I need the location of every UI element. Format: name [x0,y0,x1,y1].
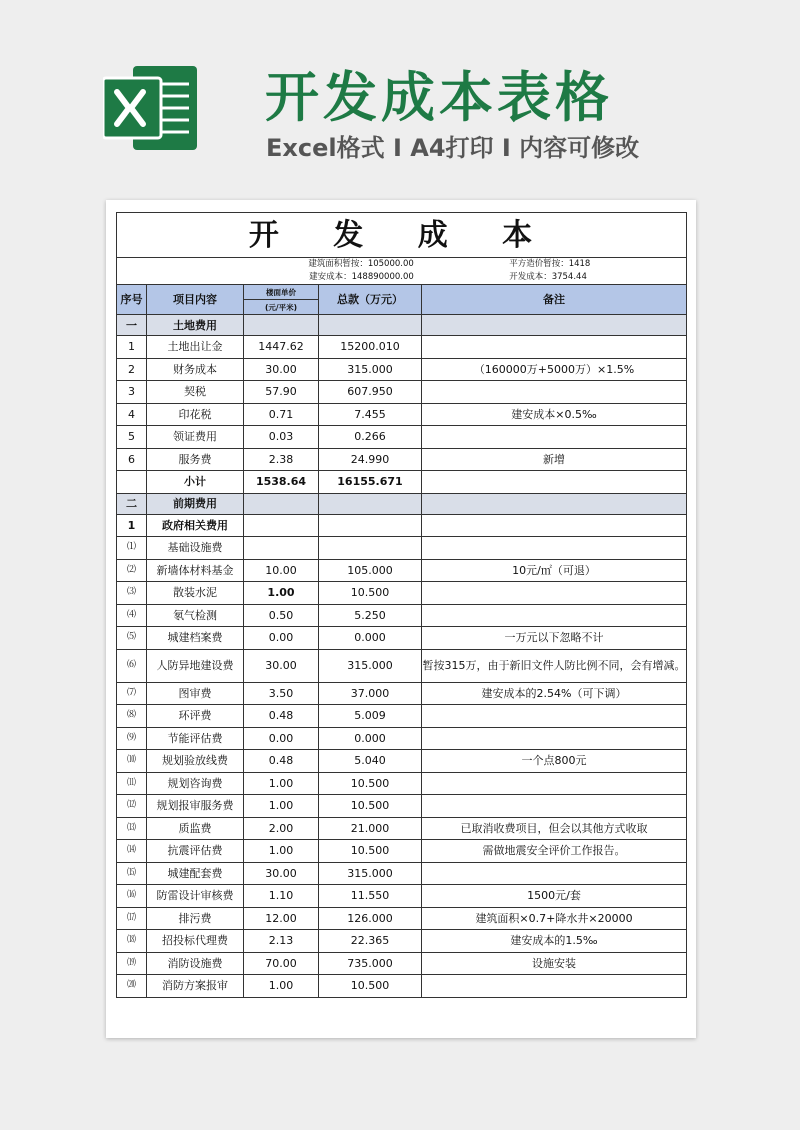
dev-cost-label: 开发成本：3754.44 [509,272,587,282]
table-row [117,795,687,818]
cost-table [116,212,687,998]
cell-item: 印花税 [147,403,244,426]
table-row [117,336,687,359]
section-seq: 一 [117,315,147,336]
cell-total: 10.500 [319,840,422,863]
cell-total: 10.500 [319,772,422,795]
cell-total: 10.500 [319,795,422,818]
cell-item: 散装水泥 [147,582,244,605]
cell-price: 1.00 [244,840,319,863]
cell-note [422,582,687,605]
table-row [117,817,687,840]
cell-total: 315.000 [319,649,422,682]
cell-total: 126.000 [319,907,422,930]
table-row [117,627,687,650]
cell-item: 质监费 [147,817,244,840]
table-row [117,930,687,953]
cell-seq: ⒁ [117,840,147,863]
cell-price: 0.00 [244,627,319,650]
table-row [117,426,687,449]
cell-item: 氡气检测 [147,604,244,627]
cell-note: 一万元以下忽略不计 [422,627,687,650]
excel-icon [103,60,203,156]
cell-total: 0.000 [319,727,422,750]
cell-seq: ⑽ [117,750,147,773]
cell-total: 607.950 [319,381,422,404]
table-row [117,682,687,705]
cell-seq: ⑺ [117,682,147,705]
cell-item: 新墙体材料基金 [147,559,244,582]
cell-price: 1.00 [244,795,319,818]
cell-price: 12.00 [244,907,319,930]
table-row [117,907,687,930]
cell-note [422,537,687,560]
cell-note [422,426,687,449]
price-label: 平方造价暂按：1418 [509,259,591,269]
header-item: 项目内容 [147,285,244,315]
cell-seq: ⑾ [117,772,147,795]
cell-total [319,537,422,560]
cell-price: 0.71 [244,403,319,426]
table-row [117,649,687,682]
cell-note: 建安成本的1.5‰ [422,930,687,953]
cell-price: 0.48 [244,750,319,773]
cell-note: 建筑面积×0.7+降水井×20000 [422,907,687,930]
table-row [117,705,687,728]
info-row-1 [117,258,687,272]
cell-total: 735.000 [319,952,422,975]
cell-price: 1.00 [244,582,319,605]
cell-note [422,604,687,627]
cell-note [422,795,687,818]
cell-item: 节能评估费 [147,727,244,750]
cell-price: 2.38 [244,448,319,471]
page-title: 开发成本表格 [265,66,613,129]
cell-item: 规划咨询费 [147,772,244,795]
cell-seq: ⑿ [117,795,147,818]
section-seq: 二 [117,493,147,514]
area-label: 建筑面积暂按：105000.00 [308,259,414,269]
header-unit-price: 楼面单价 [244,285,319,300]
cell-item: 消防设施费 [147,952,244,975]
cell-item: 招投标代理费 [147,930,244,953]
cell-item: 城建档案费 [147,627,244,650]
table-row [117,537,687,560]
cell-seq: ⑵ [117,559,147,582]
table-row [117,727,687,750]
section-name: 前期费用 [147,493,244,514]
group-row [117,514,687,537]
cell-total: 315.000 [319,862,422,885]
cell-total: 10.500 [319,975,422,998]
cell-seq: ⑼ [117,727,147,750]
section-row [117,315,687,336]
cell-seq: 4 [117,403,147,426]
cell-price: 1.00 [244,772,319,795]
table-row [117,403,687,426]
cell-seq: 6 [117,448,147,471]
cell-note: 暂按315万，由于新旧文件人防比例不同，会有增减。 [422,649,687,682]
cell-note [422,862,687,885]
cell-note [422,975,687,998]
subtotal-price: 1538.64 [244,471,319,494]
cell-item: 消防方案报审 [147,975,244,998]
table-row [117,772,687,795]
info-row-2 [117,271,687,285]
cell-item: 土地出让金 [147,336,244,359]
cell-item: 规划验放线费 [147,750,244,773]
table-row [117,381,687,404]
cell-total: 0.266 [319,426,422,449]
cell-seq: ⒄ [117,907,147,930]
cell-total: 0.000 [319,627,422,650]
cell-total: 10.500 [319,582,422,605]
cell-total: 105.000 [319,559,422,582]
cell-note: 新增 [422,448,687,471]
cell-item: 图审费 [147,682,244,705]
cell-seq: 2 [117,358,147,381]
table-row [117,582,687,605]
cell-item: 城建配套费 [147,862,244,885]
cell-price: 30.00 [244,862,319,885]
cell-note [422,705,687,728]
cell-price: 70.00 [244,952,319,975]
cell-item: 契税 [147,381,244,404]
cell-note [422,381,687,404]
cell-price: 1447.62 [244,336,319,359]
cell-seq: ⒀ [117,817,147,840]
build-cost-label: 建安成本：148890000.00 [309,272,414,282]
cell-item: 财务成本 [147,358,244,381]
cell-item: 规划报审服务费 [147,795,244,818]
table-row [117,358,687,381]
cell-seq: ⑶ [117,582,147,605]
cell-item: 服务费 [147,448,244,471]
cell-price: 57.90 [244,381,319,404]
cell-price: 3.50 [244,682,319,705]
cell-seq: 1 [117,336,147,359]
cell-seq: 3 [117,381,147,404]
table-row [117,885,687,908]
table-row [117,862,687,885]
cell-note: 已取消收费项目，但会以其他方式收取 [422,817,687,840]
section-row [117,493,687,514]
cell-seq: ⑴ [117,537,147,560]
subtotal-total: 16155.671 [319,471,422,494]
header-unit: (元/平米) [244,300,319,315]
table-row [117,975,687,998]
table-row [117,840,687,863]
cell-seq: ⒆ [117,952,147,975]
cell-total: 37.000 [319,682,422,705]
subtotal-row [117,471,687,494]
cell-item: 排污费 [147,907,244,930]
cell-price: 0.00 [244,727,319,750]
cell-total: 22.365 [319,930,422,953]
cell-item: 基础设施费 [147,537,244,560]
cell-note [422,772,687,795]
cell-seq: 5 [117,426,147,449]
cell-item: 环评费 [147,705,244,728]
cell-note: 10元/㎡（可退） [422,559,687,582]
cell-price: 0.48 [244,705,319,728]
cell-note: 设施安装 [422,952,687,975]
cell-total: 315.000 [319,358,422,381]
cell-note: 一个点800元 [422,750,687,773]
header-seq: 序号 [117,285,147,315]
cell-total: 15200.010 [319,336,422,359]
cell-total: 5.250 [319,604,422,627]
cell-seq: ⑷ [117,604,147,627]
cell-price: 30.00 [244,649,319,682]
table-row [117,448,687,471]
table-row [117,604,687,627]
cell-item: 人防异地建设费 [147,649,244,682]
cell-price: 30.00 [244,358,319,381]
cell-total: 5.040 [319,750,422,773]
header-total: 总款（万元） [319,285,422,315]
cell-total: 5.009 [319,705,422,728]
cell-note: 需做地震安全评价工作报告。 [422,840,687,863]
cell-item: 防雷设计审核费 [147,885,244,908]
cell-price: 2.00 [244,817,319,840]
cell-note: 建安成本×0.5‰ [422,403,687,426]
page-subtitle: Excel格式 I A4打印 I 内容可修改 [266,134,640,162]
cell-price: 0.03 [244,426,319,449]
cell-price [244,537,319,560]
cell-note: 1500元/套 [422,885,687,908]
cell-total: 11.550 [319,885,422,908]
cell-total: 24.990 [319,448,422,471]
cell-item: 领证费用 [147,426,244,449]
cell-price: 1.00 [244,975,319,998]
cell-note [422,727,687,750]
sheet-title: 开 发 成 本 [117,213,687,258]
cell-price: 1.10 [244,885,319,908]
cell-seq: ⑸ [117,627,147,650]
cell-total: 21.000 [319,817,422,840]
cell-price: 10.00 [244,559,319,582]
cell-note: 建安成本的2.54%（可下调） [422,682,687,705]
cell-seq: ⑻ [117,705,147,728]
header-note: 备注 [422,285,687,315]
spreadsheet-page [106,200,696,1038]
section-name: 土地费用 [147,315,244,336]
cell-seq: ⒇ [117,975,147,998]
banner [0,0,800,200]
subtotal-label: 小计 [147,471,244,494]
cell-total: 7.455 [319,403,422,426]
cell-seq: ⒃ [117,885,147,908]
cell-note [422,336,687,359]
group-seq: 1 [117,514,147,537]
cell-note: （160000万+5000万）×1.5% [422,358,687,381]
cell-seq: ⒂ [117,862,147,885]
table-row [117,559,687,582]
table-row [117,750,687,773]
cell-item: 抗震评估费 [147,840,244,863]
cell-price: 2.13 [244,930,319,953]
table-row [117,952,687,975]
cell-seq: ⒅ [117,930,147,953]
group-name: 政府相关费用 [147,514,244,537]
cell-seq: ⑹ [117,649,147,682]
cell-price: 0.50 [244,604,319,627]
